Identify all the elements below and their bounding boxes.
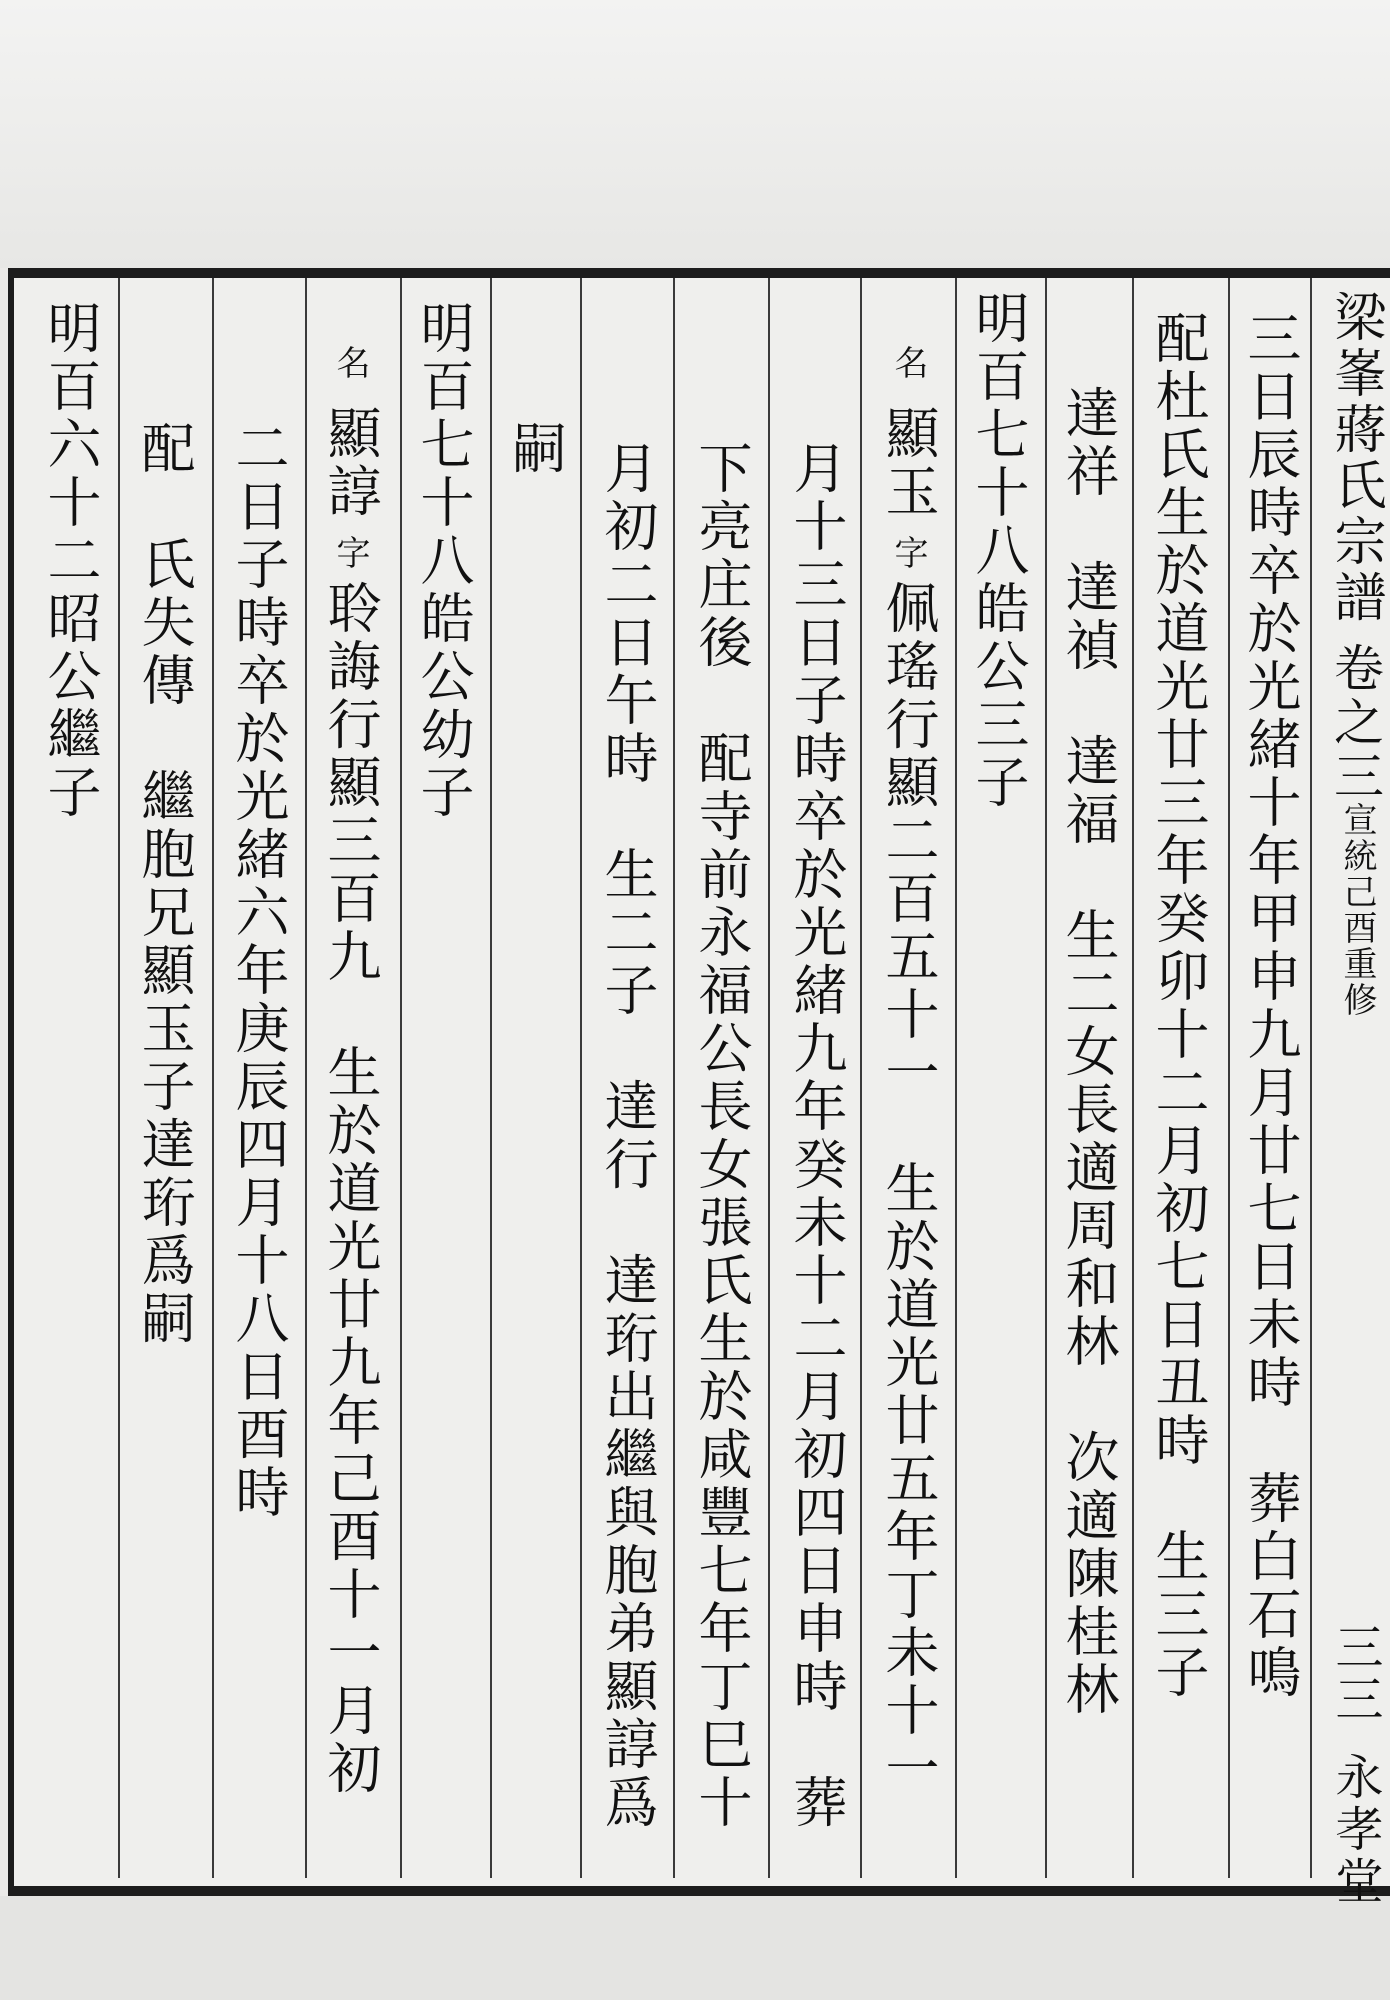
page-number: 三三	[1327, 1622, 1383, 1726]
column-rule	[768, 278, 770, 1878]
page-top-margin	[0, 0, 1390, 268]
column-rule	[118, 278, 120, 1878]
name-text: 顯玉	[877, 405, 940, 521]
book-volume: 卷之三	[1326, 642, 1384, 804]
column-rule	[1132, 278, 1134, 1878]
column-rule	[860, 278, 862, 1878]
text-column-13: 配 氏失傳 繼胞兄顯玉子達珩爲嗣	[133, 420, 196, 1348]
book-edition: 宣統己酉重修	[1337, 802, 1377, 1018]
name-text: 顯諄	[319, 405, 382, 521]
column-rule	[305, 278, 307, 1878]
text-column-11	[320, 345, 400, 1905]
text-column-5	[878, 345, 958, 1905]
book-title: 梁峯蔣氏宗譜	[1325, 290, 1385, 626]
column-rule	[490, 278, 492, 1878]
text-column-4: 明百七十八皓公三子	[967, 290, 1030, 812]
text-column-6: 月十三日子時卒於光緒九年癸未十二月初四日申時 葬	[785, 440, 848, 1832]
text-column-9: 嗣	[504, 420, 567, 478]
column-rule	[580, 278, 582, 1878]
text-column-7: 下亮庄後 配寺前永福公長女張氏生於咸豐七年丁巳十	[690, 440, 753, 1832]
name-annotation: 名	[888, 345, 928, 381]
name-annotation: 名	[330, 345, 370, 381]
book-header	[1315, 282, 1385, 1908]
text-column-3: 達祥 達禎 達福 生二女長適周和林 次適陳桂林	[1057, 385, 1120, 1719]
style-name-annotation: 字	[330, 535, 370, 571]
column-rule	[1310, 278, 1312, 1878]
text-column-1: 三日辰時卒於光緒十年甲申九月廿七日未時 葬白石鳴	[1239, 310, 1302, 1702]
text-column-10: 明百七十八皓公幼子	[412, 300, 475, 822]
page-bottom-margin	[0, 1896, 1390, 2000]
name-detail: 佩瑤行顯二百五十一 生於道光廿五年丁未十一	[877, 580, 940, 1798]
text-column-2: 配杜氏生於道光廿三年癸卯十二月初七日丑時 生三子	[1147, 310, 1210, 1702]
text-column-8: 月初二日午時 生二子 達行 達珩出繼與胞弟顯諄爲	[596, 440, 659, 1832]
style-name-annotation: 字	[888, 535, 928, 571]
column-rule	[1228, 278, 1230, 1878]
column-rule	[212, 278, 214, 1878]
column-rule	[673, 278, 675, 1878]
column-rule	[400, 278, 402, 1878]
column-rule	[1045, 278, 1047, 1878]
text-column-14: 明百六十二昭公繼子	[39, 300, 102, 822]
name-detail: 聆誨行顯三百九 生於道光廿九年己酉十一月初	[319, 580, 382, 1798]
text-column-12: 二日子時卒於光緒六年庚辰四月十八日酉時	[227, 420, 290, 1522]
hall-name: 永孝堂	[1327, 1752, 1383, 1908]
